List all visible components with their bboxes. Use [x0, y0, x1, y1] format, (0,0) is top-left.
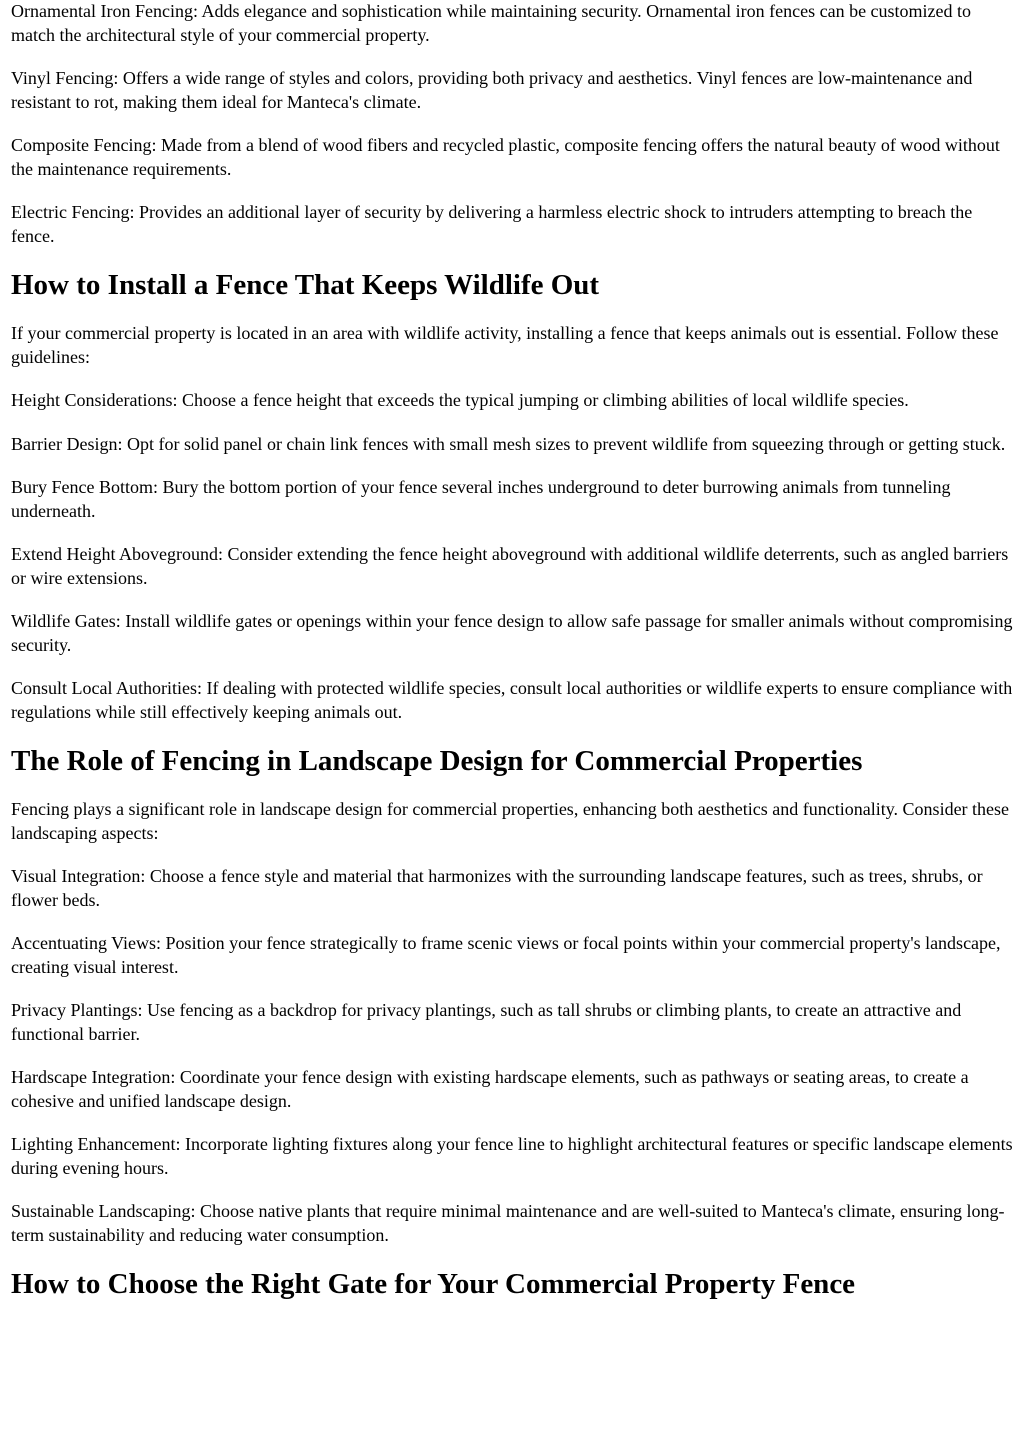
paragraph-privacy-plantings: Privacy Plantings: Use fencing as a backdrop for privacy plantings, such as tall shrubs or climbing plants, to create an attractive and functional barrier. [11, 1000, 962, 1044]
heading-gate: How to Choose the Right Gate for Your Commercial Property Fence [11, 1268, 856, 1300]
paragraph-extend-height: Extend Height Aboveground: Consider extending the fence height aboveground with additional wildlife deterrents, such as angled barriers or wire extensions. [11, 544, 1009, 588]
paragraph-accentuating-views: Accentuating Views: Position your fence strategically to frame scenic views or focal points within your commercial property's landscape, creating visual interest. [11, 933, 1001, 977]
paragraph-ornamental-iron: Ornamental Iron Fencing: Adds elegance and sophistication while maintaining security. Ornamental iron fences can be customized to match the architectural style of your commercial property. [11, 1, 972, 45]
paragraph-vinyl: Vinyl Fencing: Offers a wide range of styles and colors, providing both privacy and aesthetics. Vinyl fences are low-maintenance and resistant to rot, making them ideal for Manteca's climate. [11, 68, 973, 112]
paragraph-visual-integration: Visual Integration: Choose a fence style and material that harmonizes with the surrounding landscape features, such as trees, shrubs, or flower beds. [11, 866, 983, 910]
paragraph-consult-authorities: Consult Local Authorities: If dealing with protected wildlife species, consult local authorities or wildlife experts to ensure compliance with regulations while still effectively keeping animals out. [11, 678, 1013, 722]
paragraph-wildlife-intro: If your commercial property is located in an area with wildlife activity, installing a fence that keeps animals out is essential. Follow these guidelines: [11, 323, 999, 367]
paragraph-sustainable-landscaping: Sustainable Landscaping: Choose native plants that require minimal maintenance and are well-suited to Manteca's climate, ensuring long-term sustainability and reducing water consumption. [11, 1201, 1005, 1245]
paragraph-height-considerations: Height Considerations: Choose a fence height that exceeds the typical jumping or climbing abilities of local wildlife species. [11, 390, 909, 410]
paragraph-landscape-intro: Fencing plays a significant role in landscape design for commercial properties, enhancing both aesthetics and functionality. Consider these landscaping aspects: [11, 799, 1010, 843]
paragraph-electric: Electric Fencing: Provides an additional layer of security by delivering a harmless electric shock to intruders attempting to breach the fence. [11, 202, 973, 246]
paragraph-barrier-design: Barrier Design: Opt for solid panel or chain link fences with small mesh sizes to prevent wildlife from squeezing through or getting stuck. [11, 433, 1006, 454]
paragraph-hardscape-integration: Hardscape Integration: Coordinate your fence design with existing hardscape elements, such as pathways or seating areas, to create a cohesive and unified landscape design. [11, 1067, 969, 1111]
paragraph-wildlife-gates: Wildlife Gates: Install wildlife gates or openings within your fence design to allow safe passage for smaller animals without compromising security. [11, 611, 1013, 655]
paragraph-lighting-enhancement: Lighting Enhancement: Incorporate lighting fixtures along your fence line to highlight architectural features or specific landscape elements during evening hours. [11, 1134, 1013, 1178]
heading-landscape: The Role of Fencing in Landscape Design for Commercial Properties [11, 745, 863, 777]
heading-wildlife: How to Install a Fence That Keeps Wildlife Out [11, 269, 600, 301]
paragraph-bury-fence-bottom: Bury Fence Bottom: Bury the bottom portion of your fence several inches underground to deter burrowing animals from tunneling underneath. [11, 477, 951, 521]
paragraph-composite: Composite Fencing: Made from a blend of wood fibers and recycled plastic, composite fencing offers the natural beauty of wood without the maintenance requirements. [11, 135, 1000, 179]
